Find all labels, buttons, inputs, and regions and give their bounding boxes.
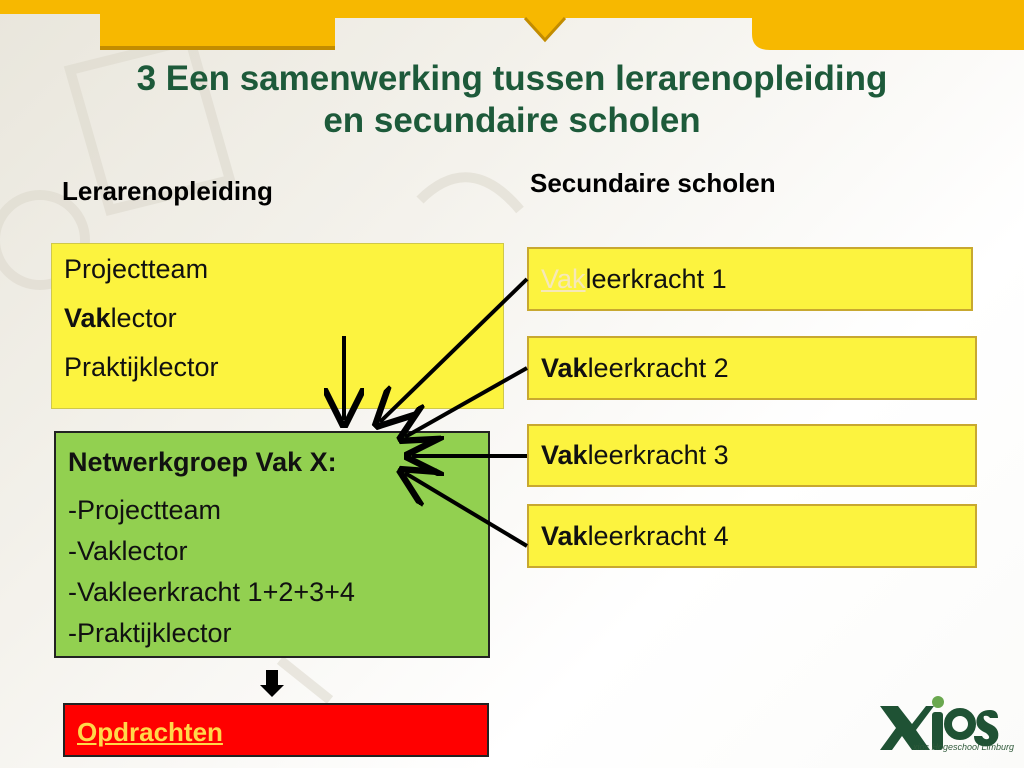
vaklector-bold-prefix: Vak	[64, 303, 111, 333]
netwerkgroep-item-vakleerkracht: -Vakleerkracht 1+2+3+4	[68, 577, 355, 607]
vakleerkracht-2-bold: Vak	[541, 352, 588, 383]
arrow-vk4-to-netwerk	[405, 473, 527, 546]
netwerkgroep-item-projectteam: -Projectteam	[68, 495, 222, 525]
vaklector-suffix: lector	[110, 303, 177, 333]
arrow-vk1-to-netwerk	[380, 279, 527, 422]
vakleerkracht-4-label: leerkracht 4	[587, 520, 729, 551]
netwerkgroep-item-vaklector: -Vaklector	[68, 536, 188, 566]
lerar-item-praktijklector: Praktijklector	[64, 352, 219, 382]
title-line-2: en secundaire scholen	[323, 101, 701, 140]
vakleerkracht-1-label: leerkracht 1	[585, 263, 727, 294]
vakleerkracht-1-link[interactable]: Vak	[541, 263, 586, 294]
vakleerkracht-2-label: leerkracht 2	[587, 352, 729, 383]
header-lerarenopleiding: Lerarenopleiding	[62, 176, 273, 206]
lerar-item-projectteam: Projectteam	[64, 254, 209, 284]
arrow-netwerk-to-opdrachten	[260, 670, 284, 697]
vakleerkracht-4-bold: Vak	[541, 520, 588, 551]
netwerkgroep-item-praktijklector: -Praktijklector	[68, 618, 232, 648]
vakleerkracht-3-bold: Vak	[541, 440, 588, 470]
vakleerkracht-3-label: leerkracht 3	[587, 440, 729, 470]
logo-subtitle: xios Hogeschool Limburg	[913, 742, 1015, 752]
netwerkgroep-heading: Netwerkgroep Vak X:	[68, 447, 337, 477]
title-line-1: 3 Een samenwerking tussen lerarenopleiding	[136, 59, 888, 98]
header-secundaire-scholen: Secundaire scholen	[530, 168, 776, 198]
opdrachten-link[interactable]: Opdrachten	[77, 717, 223, 747]
